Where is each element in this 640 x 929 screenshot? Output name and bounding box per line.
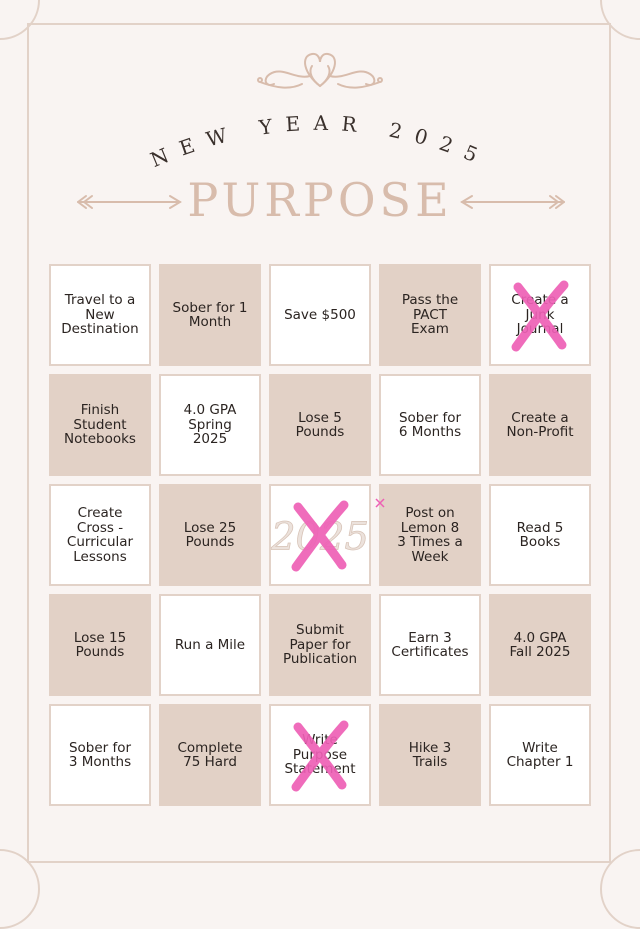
bingo-cell-label: Create Cross - Curricular Lessons	[66, 505, 134, 565]
bingo-cell-label: Submit Paper for Publication	[282, 622, 358, 668]
arrow-left-icon	[74, 190, 184, 214]
arrow-right-icon	[458, 190, 568, 214]
bingo-cell[interactable]	[379, 374, 481, 476]
bingo-cell[interactable]	[269, 374, 371, 476]
bingo-cell[interactable]	[379, 264, 481, 366]
bingo-cell-label: Read 5 Books	[516, 519, 564, 550]
bingo-cell-label: Earn 3 Certificates	[391, 629, 469, 660]
bingo-cell-label: Create a Junk Journal	[511, 292, 569, 338]
bingo-cell[interactable]	[489, 374, 591, 476]
bingo-cell-label: Create a Non-Profit	[506, 409, 574, 440]
bingo-cell[interactable]	[159, 704, 261, 806]
bingo-cell-label: Hike 3 Trails	[408, 739, 452, 770]
bingo-cell-label: Sober for 1 Month	[172, 299, 248, 330]
bingo-cell[interactable]	[49, 264, 151, 366]
bingo-cell[interactable]	[379, 704, 481, 806]
subtitle-arc	[140, 100, 500, 180]
bingo-cell-label: Lose 25 Pounds	[183, 519, 237, 550]
bingo-cell[interactable]	[379, 484, 481, 586]
bingo-cell[interactable]	[49, 484, 151, 586]
bingo-cell[interactable]	[49, 374, 151, 476]
bingo-cell[interactable]	[489, 264, 591, 366]
bingo-cell-label: Lose 15 Pounds	[73, 629, 127, 660]
small-x-mark-icon	[375, 498, 385, 508]
bingo-cell-label: Post on Lemon 8 3 Times a Week	[397, 505, 463, 565]
bingo-cell-label: Travel to a New Destination	[61, 292, 139, 338]
bingo-cell-label: Sober for 6 Months	[398, 409, 462, 440]
bingo-cell-label: Write Purpose Statement	[284, 732, 356, 778]
heart-ornament-icon	[252, 46, 388, 96]
year-2025-logo	[271, 486, 369, 584]
bingo-cell-label: Run a Mile	[174, 636, 246, 653]
free-space-label: 2025	[271, 514, 369, 560]
bingo-cell-label: Save $500	[284, 306, 356, 323]
subtitle-text: NEW YEAR 2025	[146, 110, 494, 173]
bingo-cell[interactable]	[49, 704, 151, 806]
bingo-board	[49, 264, 591, 806]
bingo-cell[interactable]	[159, 264, 261, 366]
bingo-cell[interactable]	[489, 484, 591, 586]
bingo-cell-label: 4.0 GPA Fall 2025	[509, 629, 571, 660]
bingo-cell[interactable]	[489, 594, 591, 696]
page-title: PURPOSE	[187, 173, 453, 227]
bingo-cell[interactable]	[159, 484, 261, 586]
bingo-cell[interactable]	[159, 594, 261, 696]
bingo-cell[interactable]	[379, 594, 481, 696]
bingo-cell[interactable]	[159, 374, 261, 476]
bingo-cell-label: Pass the PACT Exam	[401, 292, 459, 338]
bingo-cell-label: Sober for 3 Months	[68, 739, 132, 770]
bingo-cell-label: Finish Student Notebooks	[64, 402, 136, 448]
bingo-cell[interactable]	[49, 594, 151, 696]
bingo-free-space[interactable]	[269, 484, 371, 586]
bingo-cell-label: 4.0 GPA Spring 2025	[183, 402, 237, 448]
bingo-cell-label: Complete 75 Hard	[177, 739, 243, 770]
bingo-cell-label: Write Chapter 1	[506, 739, 574, 770]
bingo-cell[interactable]	[269, 704, 371, 806]
bingo-cell-label: Lose 5 Pounds	[295, 409, 345, 440]
bingo-cell[interactable]	[489, 704, 591, 806]
bingo-cell[interactable]	[269, 264, 371, 366]
bingo-cell[interactable]	[269, 594, 371, 696]
